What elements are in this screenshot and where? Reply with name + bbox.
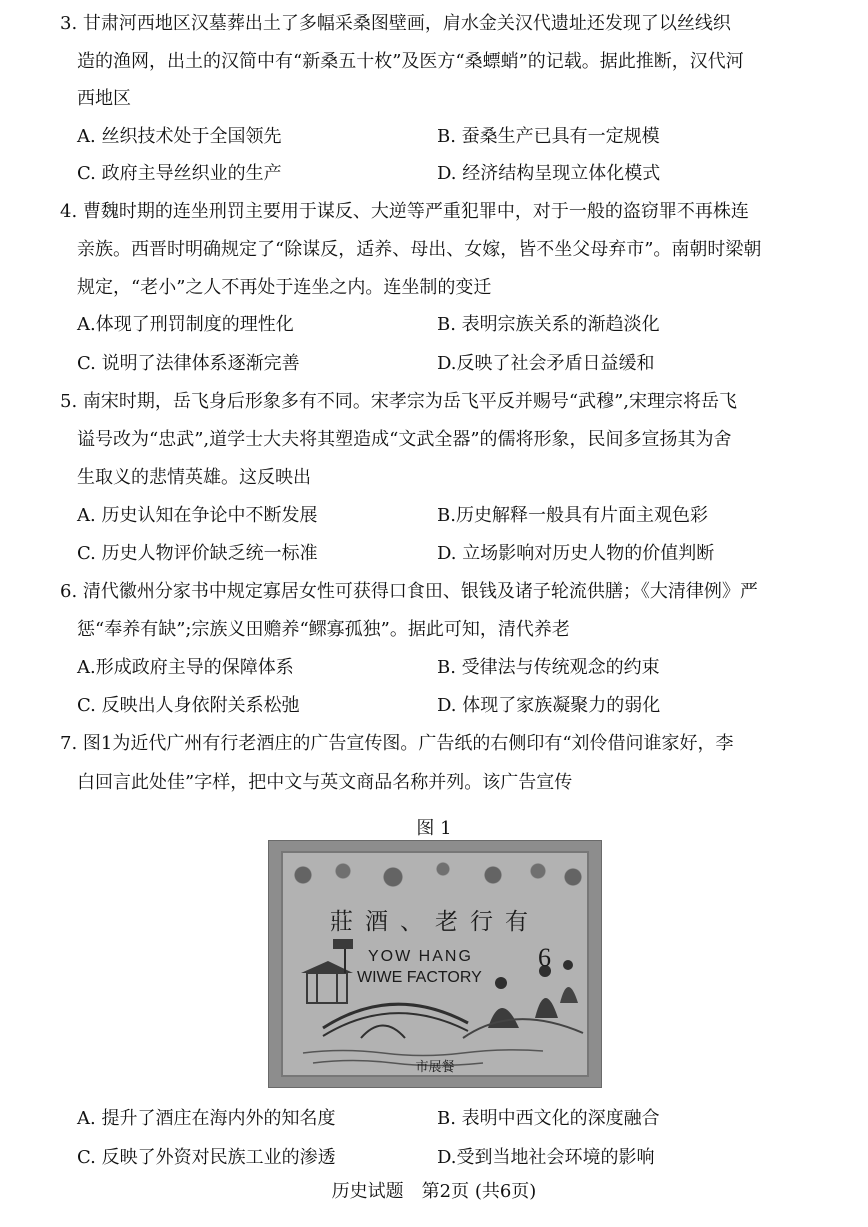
q6-stem-line-2: 惩“奉养有缺”;宗族义田赡养“鳏寡孤独”。据此可知，清代养老 bbox=[77, 619, 570, 640]
q7-option-d[interactable]: D.受到当地社会环境的影响 bbox=[437, 1147, 655, 1168]
chinese-brand-title: 莊酒、老行有 bbox=[330, 909, 540, 935]
page-footer: 历史试题 第2页 (共6页) bbox=[331, 1181, 537, 1202]
q7-option-b[interactable]: B. 表明中西文化的深度融合 bbox=[437, 1108, 660, 1129]
q4-stem-line-2: 亲族。西晋时明确规定了“除谋反，适养、母出、女嫁，皆不坐父母弃市”。南朝时梁朝 bbox=[77, 239, 762, 260]
q7-option-a[interactable]: A. 提升了酒庄在海内外的知名度 bbox=[77, 1108, 336, 1129]
q5-option-b[interactable]: B.历史解释一般具有片面主观色彩 bbox=[437, 505, 708, 526]
q5-option-a[interactable]: A. 历史认知在争论中不断发展 bbox=[77, 505, 318, 526]
q5-stem-line-2: 谥号改为“忠武”,道学士大夫将其塑造成“文武全器”的儒将形象，民间多宣扬其为舍 bbox=[77, 429, 732, 450]
wine-advertisement-image bbox=[268, 840, 602, 1088]
q7-stem-line-2: 白回言此处佳”字样，把中文与英文商品名称并列。该广告宣传 bbox=[77, 772, 573, 793]
q3-option-a[interactable]: A. 丝织技术处于全国领先 bbox=[77, 126, 282, 147]
q3-option-d[interactable]: D. 经济结构呈现立体化模式 bbox=[437, 163, 661, 184]
advertisement-panel bbox=[281, 851, 589, 1077]
product-number: 6 bbox=[538, 943, 551, 972]
figure-caption: 图 1 bbox=[416, 818, 452, 839]
q6-option-a[interactable]: A.形成政府主导的保障体系 bbox=[77, 657, 294, 678]
q3-stem-line-3: 西地区 bbox=[77, 88, 131, 109]
q7-stem-line-1: 7. 图1为近代广州有行老酒庄的广告宣传图。广告纸的右侧印有“刘伶借问谁家好，李 bbox=[60, 733, 734, 754]
q5-option-d[interactable]: D. 立场影响对历史人物的价值判断 bbox=[437, 543, 715, 564]
q3-option-b[interactable]: B. 蚕桑生产已具有一定规模 bbox=[437, 126, 660, 147]
q4-option-b[interactable]: B. 表明宗族关系的渐趋淡化 bbox=[437, 314, 660, 335]
english-brand-line-1: YOW HANG bbox=[368, 948, 473, 965]
q3-option-c[interactable]: C. 政府主导丝织业的生产 bbox=[77, 163, 282, 184]
q5-stem-line-3: 生取义的悲情英雄。这反映出 bbox=[77, 467, 311, 488]
q5-option-c[interactable]: C. 历史人物评价缺乏统一标准 bbox=[77, 543, 318, 564]
advertisement-bottom-text: 市展餐 bbox=[415, 1060, 455, 1075]
q6-option-c[interactable]: C. 反映出人身依附关系松弛 bbox=[77, 695, 300, 716]
q3-stem-line-2: 造的渔网，出土的汉简中有“新桑五十枚”及医方“桑螵蛸”的记载。据此推断，汉代河 bbox=[77, 51, 744, 72]
q6-option-d[interactable]: D. 体现了家族凝聚力的弱化 bbox=[437, 695, 661, 716]
q4-option-a[interactable]: A.体现了刑罚制度的理性化 bbox=[77, 314, 294, 335]
q4-option-c[interactable]: C. 说明了法律体系逐渐完善 bbox=[77, 353, 300, 374]
q6-option-b[interactable]: B. 受律法与传统观念的约束 bbox=[437, 657, 660, 678]
q5-stem-line-1: 5. 南宋时期，岳飞身后形象多有不同。宋孝宗为岳飞平反并赐号“武穆”,宋理宗将岳飞 bbox=[60, 391, 738, 412]
q4-stem-line-3: 规定，“老小”之人不再处于连坐之内。连坐制的变迁 bbox=[77, 277, 492, 298]
english-brand-line-2: WIWE FACTORY bbox=[357, 969, 482, 986]
q3-stem-line-1: 3. 甘肃河西地区汉墓葬出土了多幅采桑图壁画，肩水金关汉代遗址还发现了以丝线织 bbox=[60, 13, 731, 34]
q4-option-d[interactable]: D.反映了社会矛盾日益缓和 bbox=[437, 353, 655, 374]
q7-option-c[interactable]: C. 反映了外资对民族工业的渗透 bbox=[77, 1147, 336, 1168]
q4-stem-line-1: 4. 曹魏时期的连坐刑罚主要用于谋反、大逆等严重犯罪中，对于一般的盗窃罪不再株连 bbox=[60, 201, 749, 222]
q6-stem-line-1: 6. 清代徽州分家书中规定寡居女性可获得口食田、银钱及诸子轮流供膳；《大清律例》严 bbox=[60, 581, 758, 602]
